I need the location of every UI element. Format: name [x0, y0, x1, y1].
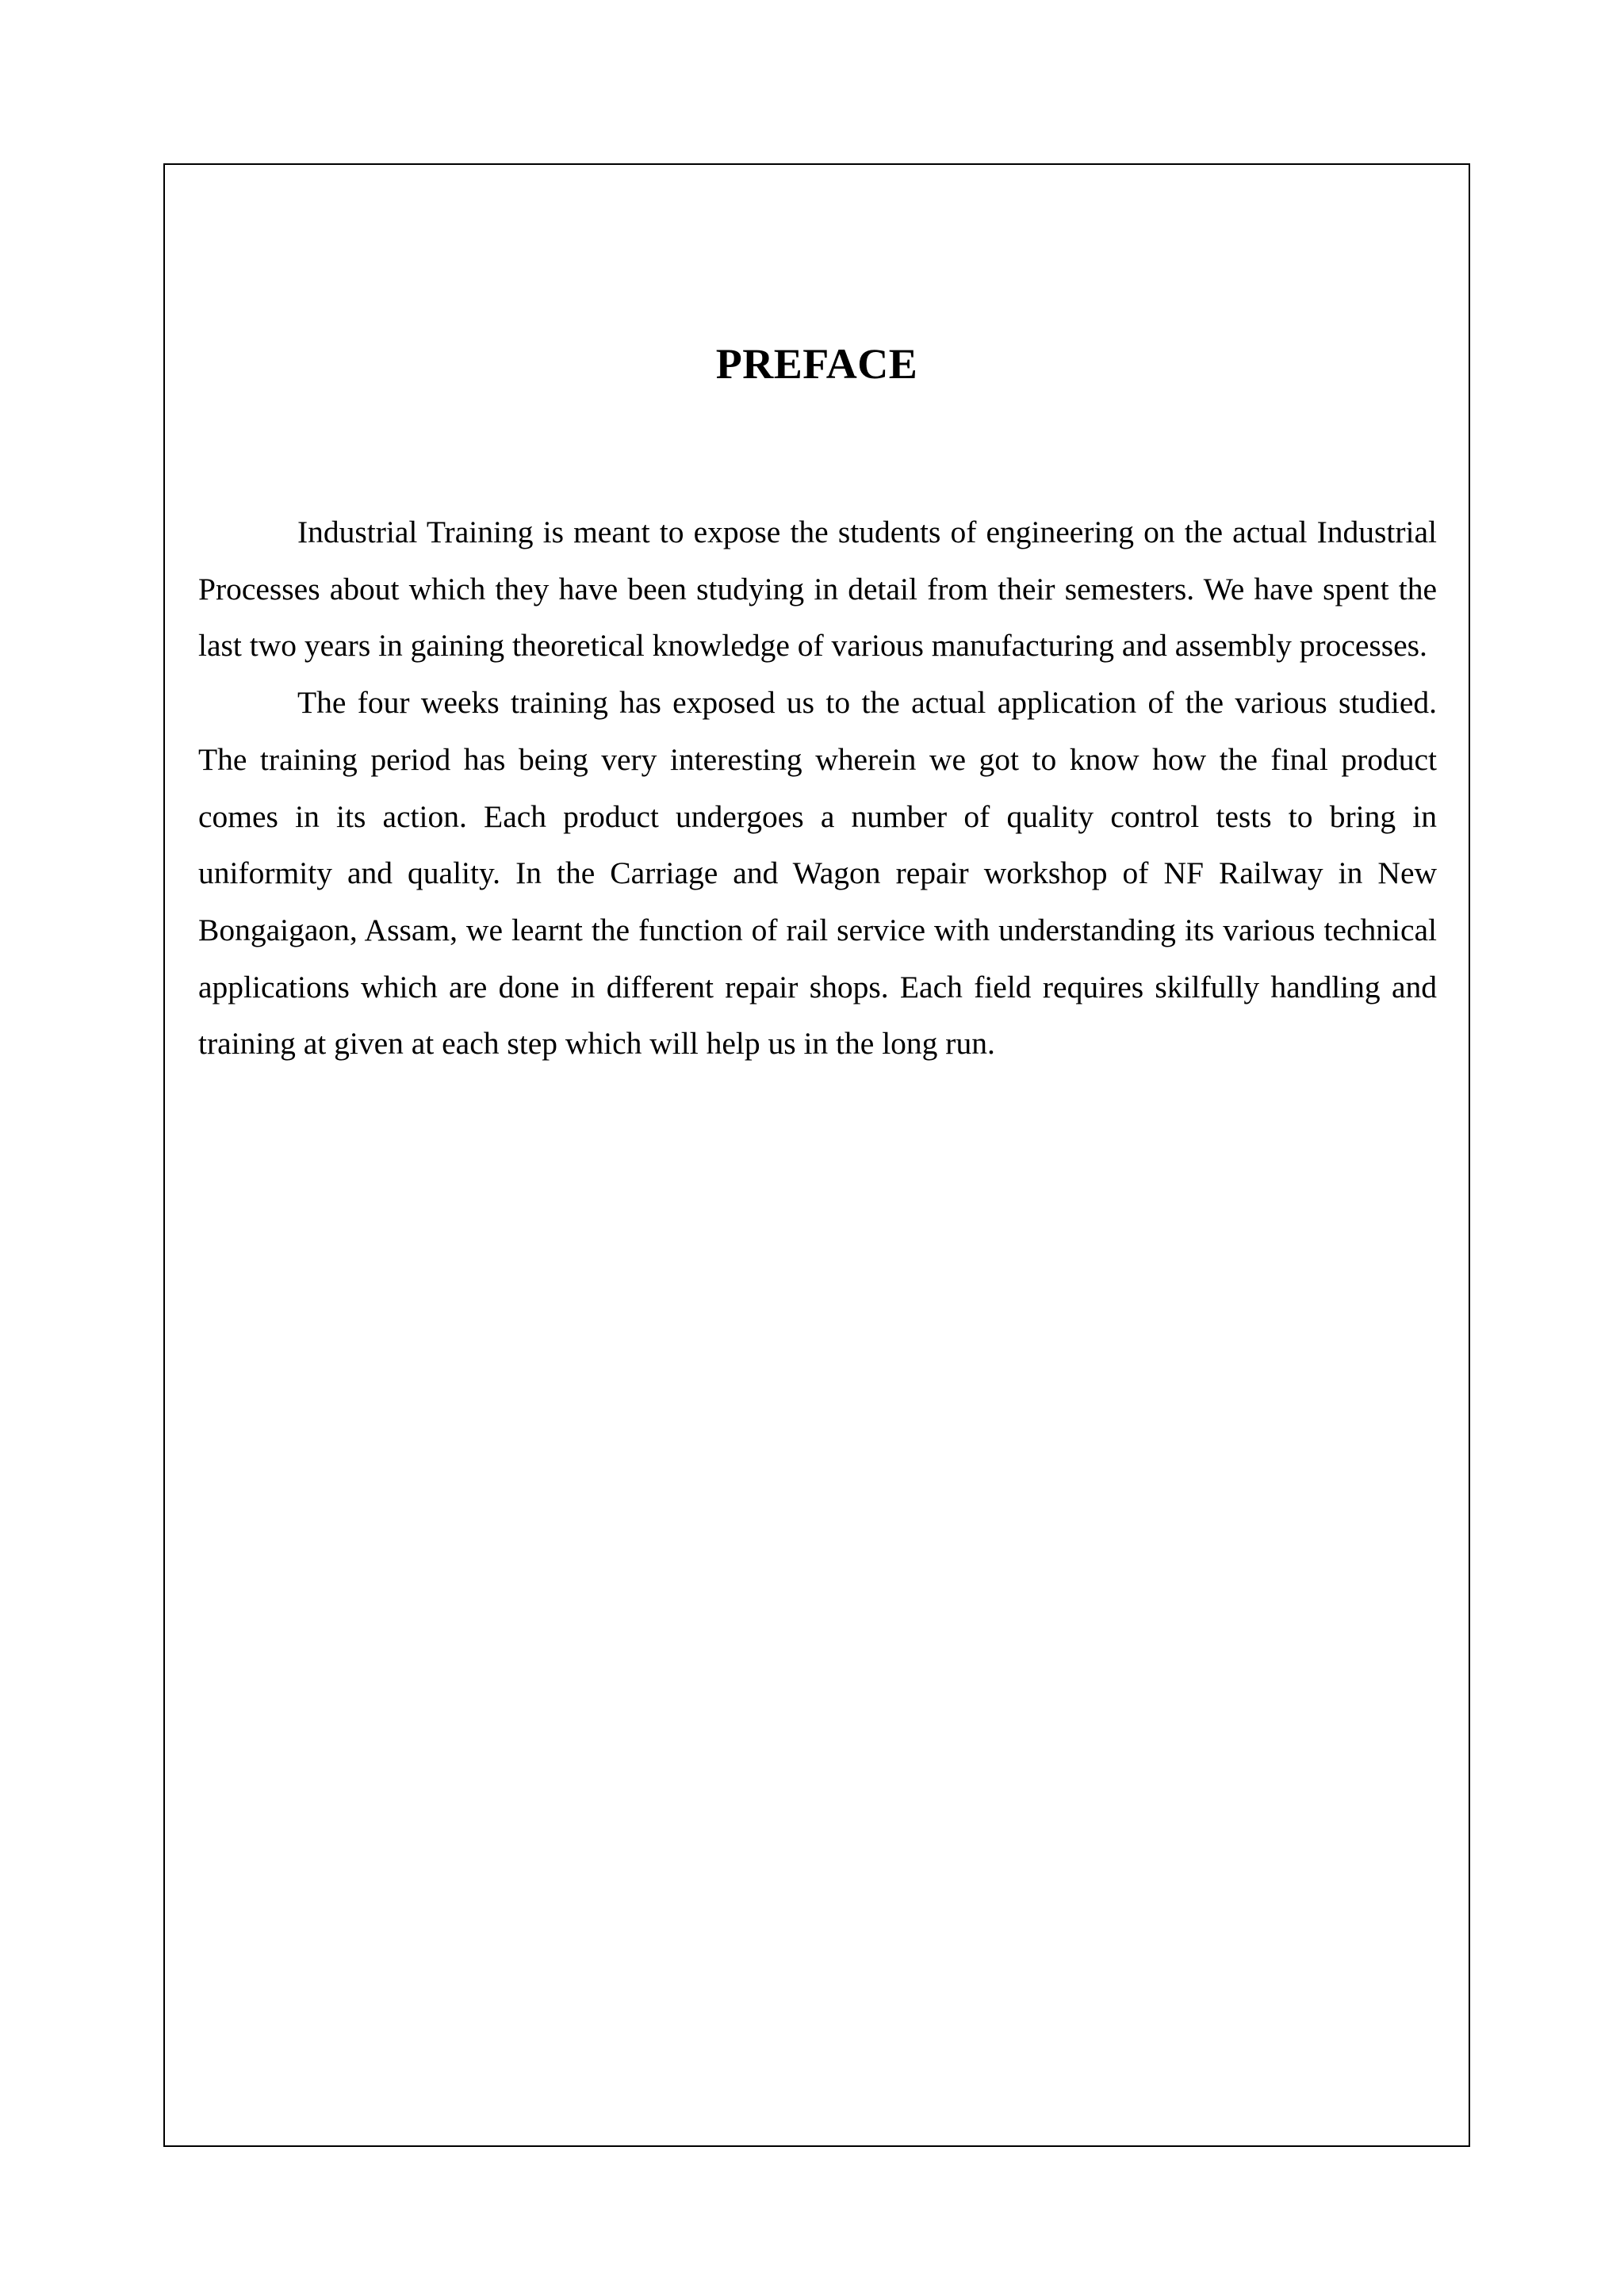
page-title: PREFACE — [715, 340, 918, 388]
preface-body — [198, 504, 1437, 1073]
paragraph-1: Industrial Training is meant to expose the students of engineering on the actual Industrial Processes about which they have been studying in detail from their semesters. We have spent the last two years in gaining theoretical knowledge of various manufacturing and assembly processes. — [198, 515, 1437, 664]
page-border — [163, 163, 1470, 2147]
paragraph-2: The four weeks training has exposed us to the actual application of the various studied. The training period has being very interesting wherein we got to know how the final product comes in its action. Each product undergoes a number of quality control tests to bring in uniformity and quality. In the Carriage and Wagon repair workshop of NF Railway in New Bongaigaon, Assam, we learnt the function of rail service with understanding its various technical applications which are done in different repair shops. Each field requires skilfully handling and training at given at each step which will help us in the long run. — [198, 685, 1437, 1062]
